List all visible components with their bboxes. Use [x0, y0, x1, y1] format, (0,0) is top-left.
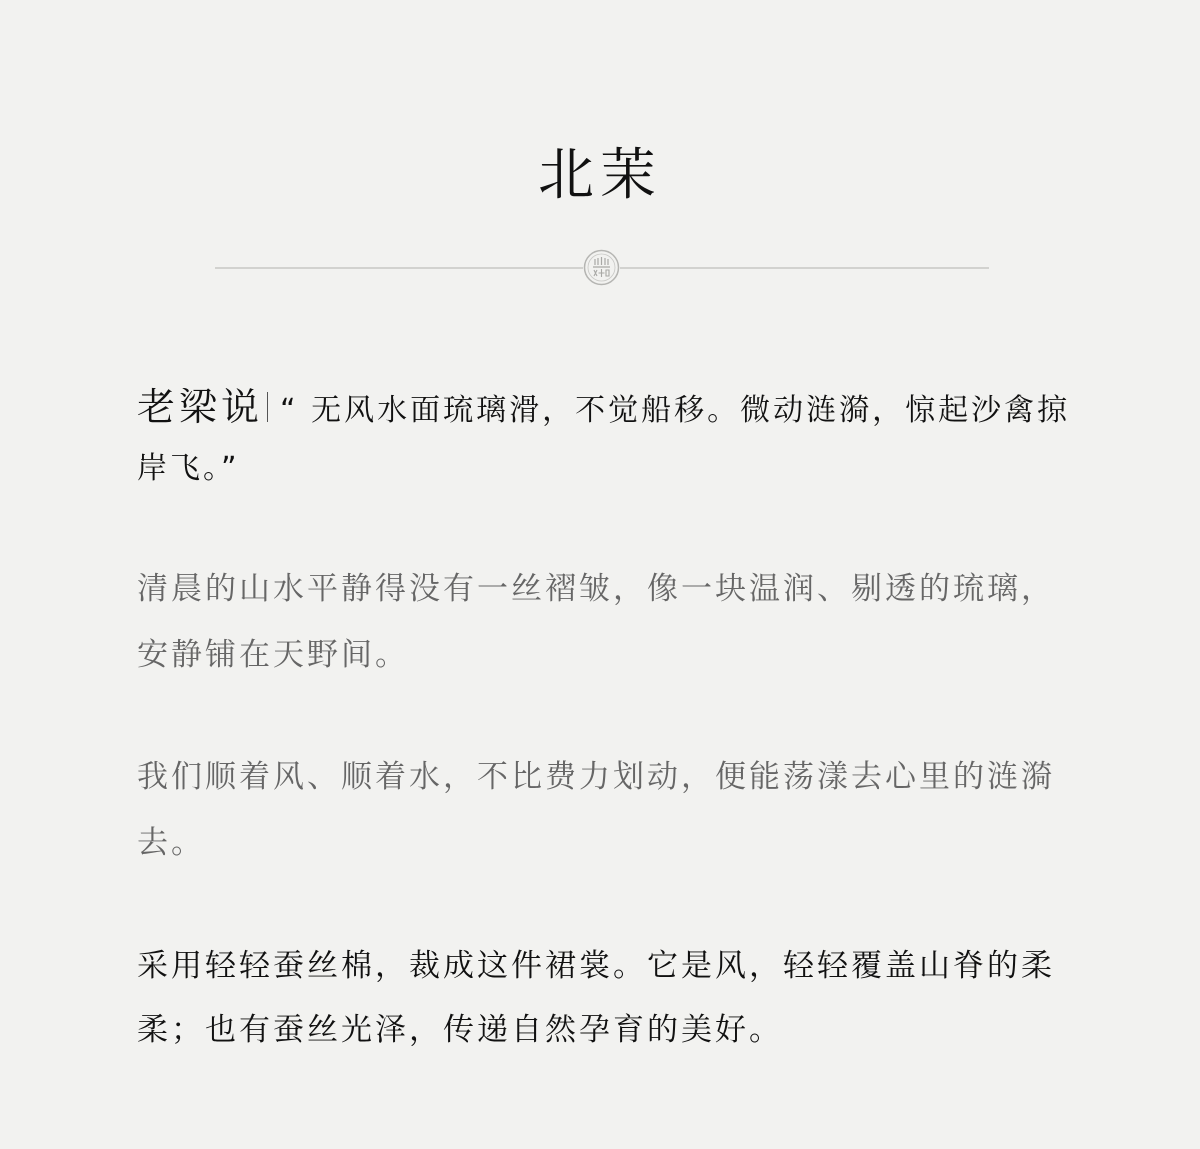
paragraph-breeze: 我们顺着风、顺着水，不比费力划动，便能荡漾去心里的涟漪去。 — [137, 759, 1055, 861]
paragraph-material: 采用轻轻蚕丝棉，裁成这件裙裳。它是风，轻轻覆盖山脊的柔柔；也有蚕丝光泽，传递自然孕育的美好。 — [137, 948, 1055, 1048]
quote-block — [137, 378, 1087, 498]
quote-speaker: 老梁说 — [137, 385, 264, 429]
page-title: 北茉 — [538, 143, 662, 208]
quote-text: “ 无风水面琉璃滑，不觉船移。微动涟漪，惊起沙禽掠岸飞。” — [137, 393, 1071, 486]
quote-separator — [267, 392, 268, 422]
divider-right — [620, 267, 989, 269]
paragraph-intro: 清晨的山水平静得没有一丝褶皱，像一块温润、剔透的琉璃，安静铺在天野间。 — [137, 571, 1055, 673]
seal-icon — [583, 249, 620, 286]
divider-left — [215, 267, 583, 269]
